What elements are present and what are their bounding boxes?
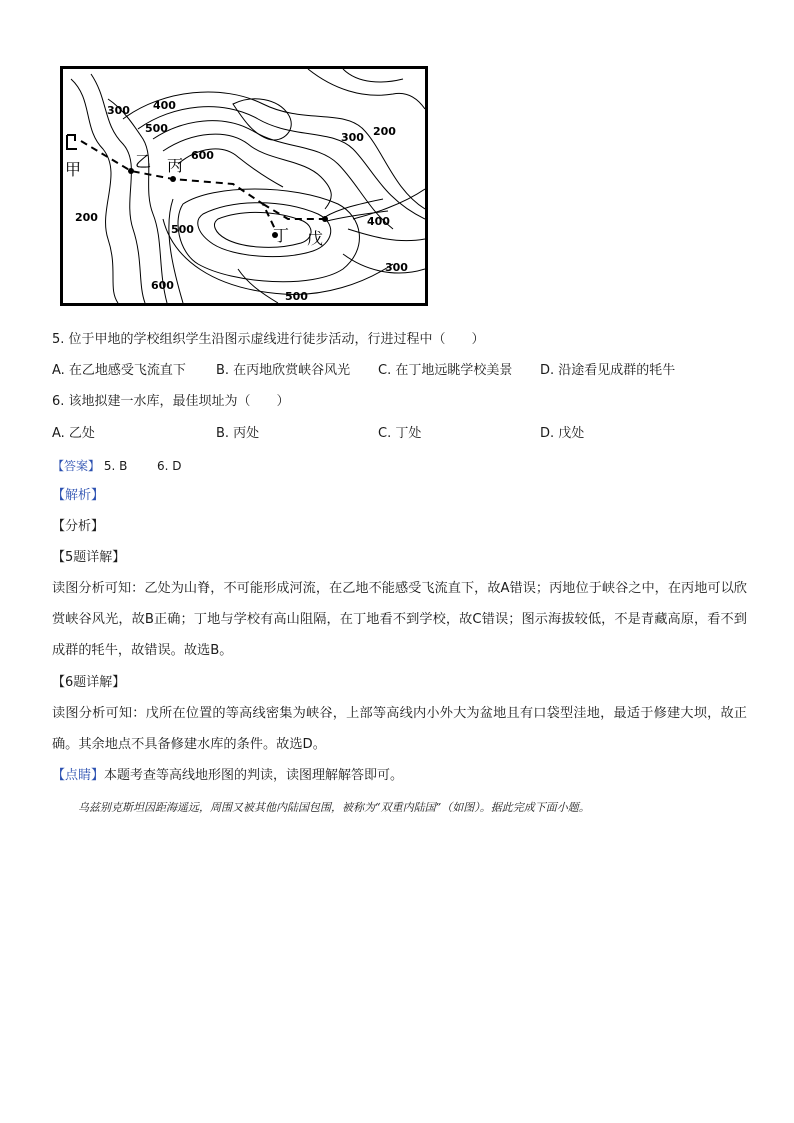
contour-line bbox=[238, 269, 278, 303]
question-6-option-b: B. 丙处 bbox=[216, 426, 260, 441]
question-6-option-c: C. 丁处 bbox=[378, 426, 422, 441]
contour-line bbox=[233, 99, 291, 140]
question-5-option-a: A. 在乙地感受飞流直下 bbox=[52, 363, 186, 378]
question-5-stem: 5. 位于甲地的学校组织学生沿图示虚线进行徒步活动，行进过程中（ ） bbox=[52, 332, 485, 347]
place-label-bing: 丙 bbox=[167, 156, 184, 175]
contour-map bbox=[60, 66, 428, 306]
fenxi-tag: 【分析】 bbox=[52, 519, 105, 534]
contour-map-drawing bbox=[63, 69, 425, 303]
answer-line bbox=[52, 457, 182, 475]
contour-label: 200 bbox=[373, 125, 396, 138]
next-question-intro: 乌兹别克斯坦因距海遥远，周围又被其他内陆国包围，被称为“双重内陆国”（如图）。据此完成下面小题。 bbox=[78, 801, 590, 814]
dianjing-text: 本题考查等高线地形图的判读，读图理解解答即可。 bbox=[104, 768, 404, 783]
q5-detail-text: 读图分析可知：乙处为山脊，不可能形成河流，在乙地不能感受飞流直下，故A错误；丙地位于峡谷之中，在丙地可以欣赏峡谷风光，故B正确；丁地与学校有高山阻隔，在丁地看不到学校，故C错误；图示海拔较低，不是青藏高原，看不到成群的牦牛，故错误。故选B。 bbox=[52, 581, 747, 658]
q6-detail-text: 读图分析可知：戊所在位置的等高线密集为峡谷，上部等高线内小外大为盆地且有口袋型洼地，最适于修建大坝，故正确。其余地点不具备修建水库的条件。故选D。 bbox=[52, 706, 747, 752]
contour-label: 200 bbox=[75, 211, 98, 224]
question-5-option-c: C. 在丁地远眺学校美景 bbox=[378, 363, 513, 378]
question-6-option-a: A. 乙处 bbox=[52, 426, 95, 441]
dianjing-tag: 【点睛】 bbox=[52, 768, 105, 783]
place-label-jia: 甲 bbox=[65, 160, 82, 179]
contour-label: 400 bbox=[153, 99, 176, 112]
question-5-option-d: D. 沿途看见成群的牦牛 bbox=[540, 363, 676, 378]
place-label-wu: 戊 bbox=[307, 229, 324, 248]
contour-label: 500 bbox=[171, 223, 194, 236]
question-5-option-b: B. 在丙地欣赏峡谷风光 bbox=[216, 363, 351, 378]
question-6-option-d: D. 戊处 bbox=[540, 426, 585, 441]
contour-label: 300 bbox=[385, 261, 408, 274]
contour-label: 300 bbox=[341, 131, 364, 144]
school-marker-icon bbox=[67, 135, 77, 149]
contour-label: 400 bbox=[367, 215, 390, 228]
contour-line bbox=[163, 134, 331, 209]
point-yi bbox=[128, 168, 134, 174]
contour-line bbox=[308, 69, 425, 109]
contour-label: 600 bbox=[151, 279, 174, 292]
contour-label: 500 bbox=[145, 122, 168, 135]
contour-line bbox=[343, 69, 403, 82]
point-bing bbox=[170, 176, 176, 182]
contour-label: 500 bbox=[285, 290, 308, 303]
q5-detail-title: 【5题详解】 bbox=[52, 550, 126, 565]
answer-q5: 5. B bbox=[103, 459, 128, 473]
answer-tag: 【答案】 bbox=[52, 459, 101, 473]
place-label-yi: 乙 bbox=[135, 152, 152, 171]
contour-label: 600 bbox=[191, 149, 214, 162]
q6-detail-title: 【6题详解】 bbox=[52, 675, 126, 690]
dianjing-line bbox=[52, 767, 403, 785]
jiexi-tag: 【解析】 bbox=[52, 488, 105, 503]
contour-label: 300 bbox=[107, 104, 130, 117]
question-6-stem: 6. 该地拟建一水库，最佳坝址为（ ） bbox=[52, 394, 290, 409]
place-label-ding: 丁 bbox=[273, 226, 290, 245]
answer-q6: 6. D bbox=[157, 459, 182, 473]
point-wu bbox=[322, 216, 328, 222]
contour-line bbox=[215, 212, 312, 247]
